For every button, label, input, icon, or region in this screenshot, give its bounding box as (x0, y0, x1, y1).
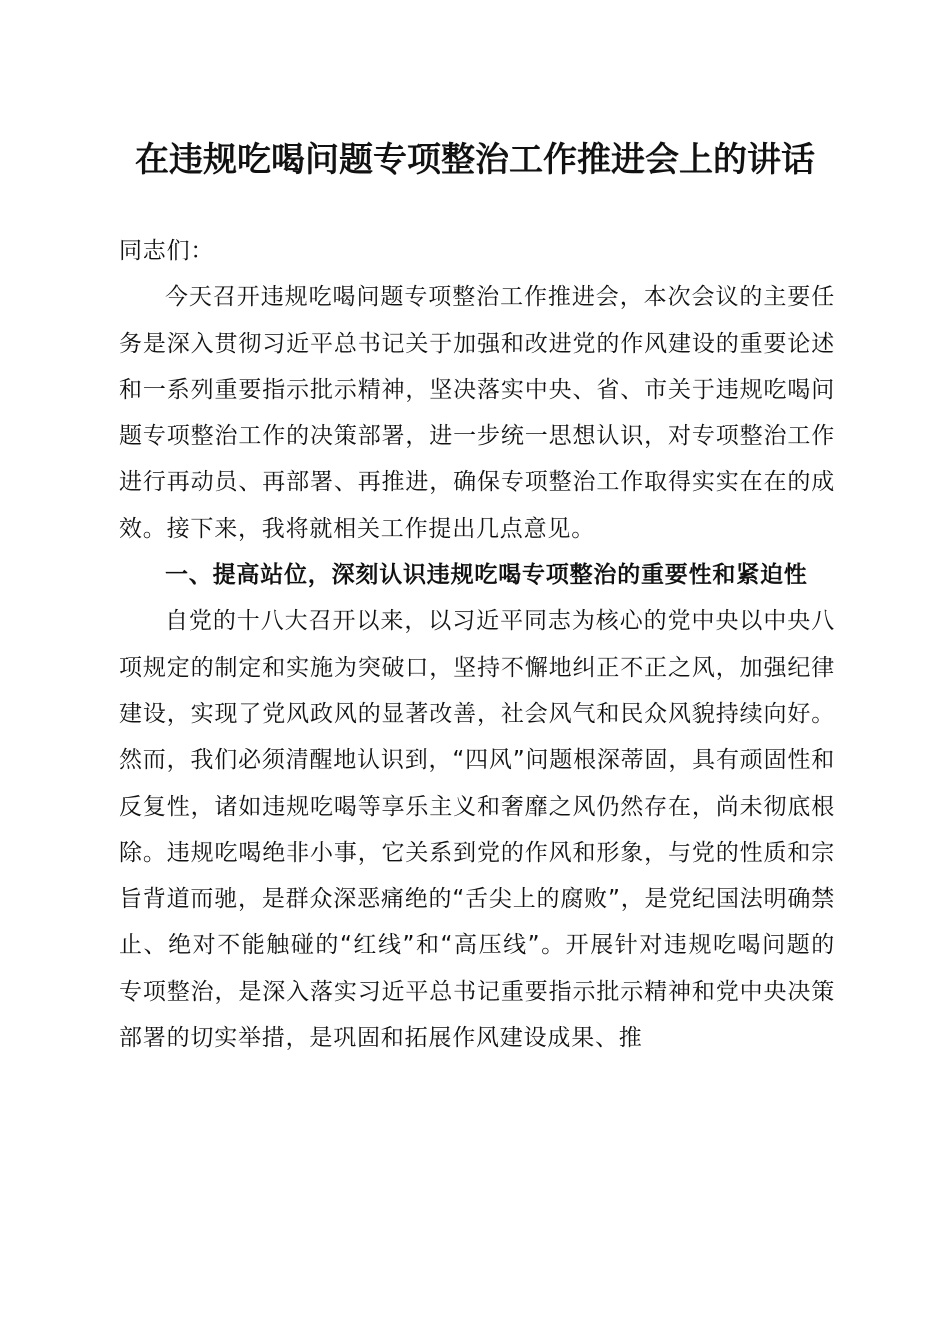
section-heading: 一、提高站位，深刻认识违规吃喝专项整治的重要性和紧迫性 (165, 562, 808, 589)
salutation: 同志们： (119, 238, 215, 264)
document-body (119, 228, 835, 1061)
intro-paragraph: 今天召开违规吃喝问题专项整治工作推进会，本次会议的主要任务是深入贯彻习近平总书记关于加强和改进党的作风建设的重要论述和一系列重要指示批示精神，坚决落实中央、省、市关于违规吃喝问题专项整治工作的决策部署，进一步统一思想认识，对专项整治工作进行再动员、再部署、再推进，确保专项整治工作取得实实在在的成效。接下来，我将就相关工作提出几点意见。 (119, 284, 835, 542)
document-title: 在违规吃喝问题专项整治工作推进会上的讲话 (135, 140, 815, 180)
section-paragraph: 自党的十八大召开以来，以习近平同志为核心的党中央以中央八项规定的制定和实施为突破口，坚持不懈地纠正不正之风，加强纪律建设，实现了党风政风的显著改善，社会风气和民众风貌持续向好。然而，我们必须清醒地认识到，“四风”问题根深蒂固，具有顽固性和反复性，诸如违规吃喝等享乐主义和奢靡之风仍然存在，尚未彻底根除。违规吃喝绝非小事，它关系到党的作风和形象，与党的性质和宗旨背道而驰，是群众深恶痛绝的“舌尖上的腐败”，是党纪国法明确禁止、绝对不能触碰的“红线”和“高压线”。开展针对违规吃喝问题的专项整治，是深入落实习近平总书记重要指示批示精神和党中央决策部署的切实举措，是巩固和拓展作风建设成果、推 (119, 608, 835, 1052)
